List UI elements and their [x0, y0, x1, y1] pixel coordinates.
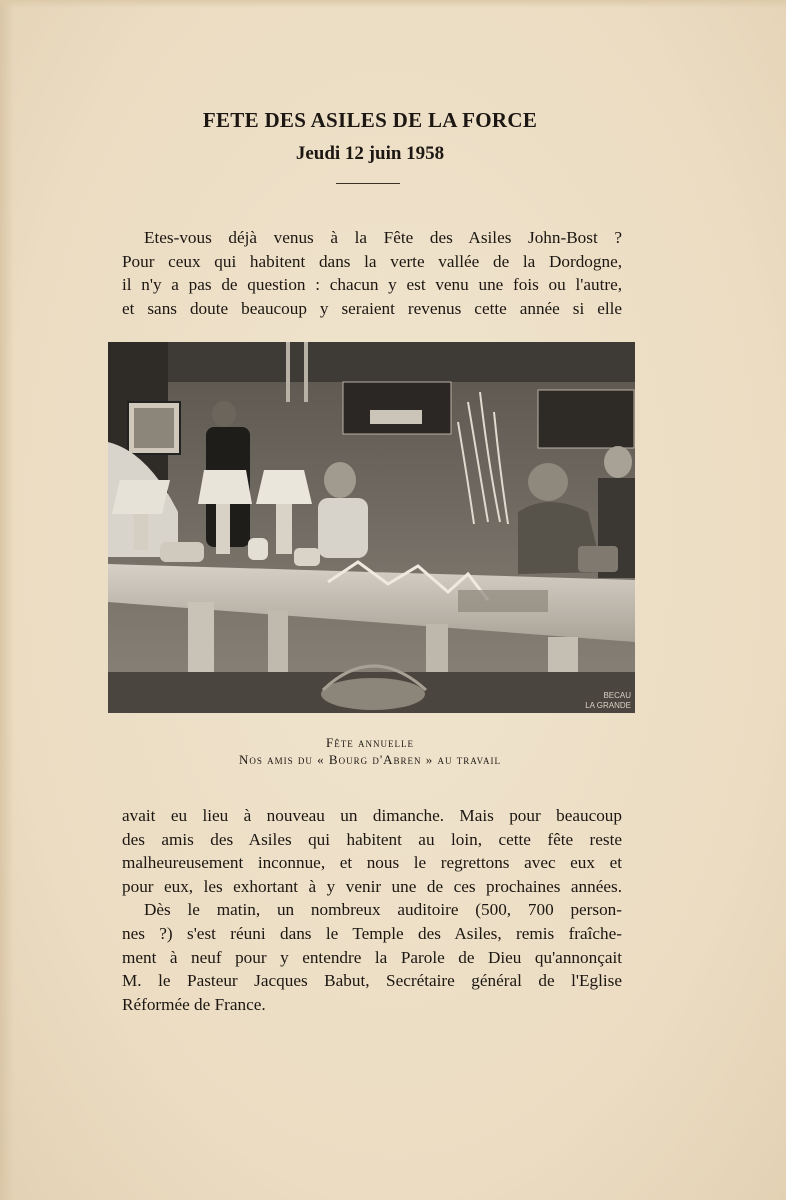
body-line: nes ?) s'est réuni dans le Temple des Asiles, remis fraîche-	[122, 923, 622, 943]
photo-credit-line: BECAU	[603, 691, 631, 700]
page-top-shadow	[0, 0, 786, 8]
article-title: FETE DES ASILES DE LA FORCE	[202, 108, 538, 132]
intro-line: et sans doute beaucoup y seraient revenus cette année si elle	[122, 298, 622, 318]
body-line: ment à neuf pour y entendre la Parole de Dieu qu'annonçait	[122, 947, 622, 967]
photo-caption-line: Fête annuelle	[326, 735, 414, 750]
title-divider	[336, 183, 400, 184]
body-line: pour eux, les exhortant à y venir une de ces prochaines années.	[122, 876, 622, 896]
body-text	[122, 804, 622, 1016]
photo-caption-line: Nos amis du « Bourg d'Abren » au travail	[239, 752, 501, 767]
body-line: M. le Pasteur Jacques Babut, Secrétaire général de l'Eglise	[122, 971, 622, 991]
intro-line: Pour ceux qui habitent dans la verte vallée de la Dordogne,	[122, 251, 622, 271]
body-line: des amis des Asiles qui habitent au loin, cette fête reste	[122, 829, 622, 849]
intro-paragraph	[122, 226, 622, 320]
body-line: Dès le matin, un nombreux auditoire (500, 700 person-	[144, 900, 622, 920]
workshop-photo-illustration	[108, 342, 635, 713]
intro-line: il n'y a pas de question : chacun y est venu une fois ou l'autre,	[122, 275, 622, 295]
photo-credit	[585, 691, 631, 711]
article-date: Jeudi 12 juin 1958	[295, 143, 445, 164]
intro-line: Etes-vous déjà venus à la Fête des Asiles John-Bost ?	[144, 228, 622, 247]
body-line: malheureusement inconnue, et nous le regrettons avec eux et	[122, 853, 622, 873]
page-edge-shadow	[0, 0, 14, 1200]
body-line: Réformée de France.	[122, 994, 266, 1014]
body-line: avait eu lieu à nouveau un dimanche. Mais pour beaucoup	[122, 806, 622, 825]
photo-credit-line: LA GRANDE	[585, 701, 631, 710]
workshop-photo	[108, 342, 635, 713]
